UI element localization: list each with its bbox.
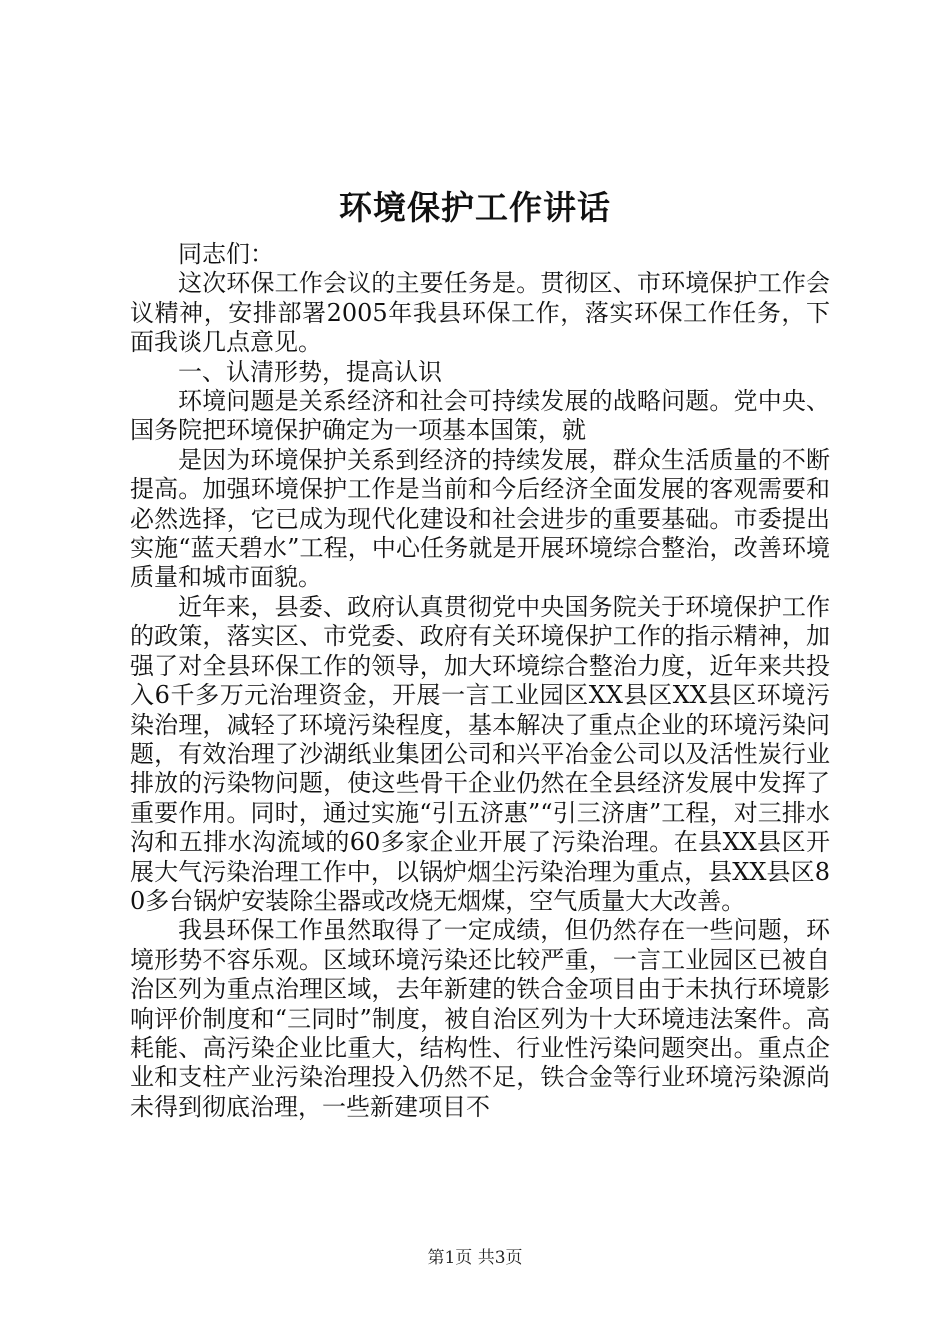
paragraph-intro: 这次环保工作会议的主要任务是。贯彻区、市环境保护工作会议精神，安排部署2005年我县环保工作，落实环保工作任务，下面我谈几点意见。	[130, 269, 830, 357]
paragraph-achievements: 近年来，县委、政府认真贯彻党中央国务院关于环境保护工作的政策，落实区、市党委、政府有关环境保护工作的指示精神，加强了对全县环保工作的领导，加大环境综合整治力度，近年来共投入6千多万元治理资金，开展一言工业园区XX县区XX县区环境污染治理，减轻了环境污染程度，基本解决了重点企业的环境污染问题，有效治理了沙湖纸业集团公司和兴平冶金公司以及活性炭行业排放的污染物问题，使这些骨干企业仍然在全县经济发展中发挥了重要作用。同时，通过实施“引五济惠”“引三济唐”工程，对三排水沟和五排水沟流域的60多家企业开展了污染治理。在县XX县区开展大气污染治理工作中，以锅炉烟尘污染治理为重点，县XX县区80多台锅炉安装除尘器或改烧无烟煤，空气质量大大改善。	[130, 592, 830, 915]
paragraph-environment-issue: 环境问题是关系经济和社会可持续发展的战略问题。党中央、国务院把环境保护确定为一项基本国策，就	[130, 387, 830, 445]
paragraph-problems: 我县环保工作虽然取得了一定成绩，但仍然存在一些问题，环境形势不容乐观。区域环境污染还比较严重，一言工业园区已被自治区列为重点治理区域，去年新建的铁合金项目由于未执行环境影响评价制度和“三同时”制度，被自治区列为十大环境违法案件。高耗能、高污染企业比重大，结构性、行业性污染问题突出。重点企业和支柱产业污染治理投入仍然不足，铁合金等行业环境污染源尚未得到彻底治理，一些新建项目不	[130, 916, 830, 1121]
salutation: 同志们：	[178, 240, 274, 268]
section-heading: 一、认清形势，提高认识	[178, 357, 442, 386]
paragraph-environment-importance: 是因为环境保护关系到经济的持续发展，群众生活质量的不断提高。加强环境保护工作是当前和今后经济全面发展的客观需要和必然选择，它已成为现代化建设和社会进步的重要基础。市委提出实施“蓝天碧水”工程，中心任务就是开展环境综合整治，改善环境质量和城市面貌。	[130, 445, 830, 592]
document-body	[130, 240, 830, 1122]
document-title: 环境保护工作讲话	[339, 188, 611, 227]
page-footer: 第1页 共3页	[427, 1248, 523, 1268]
